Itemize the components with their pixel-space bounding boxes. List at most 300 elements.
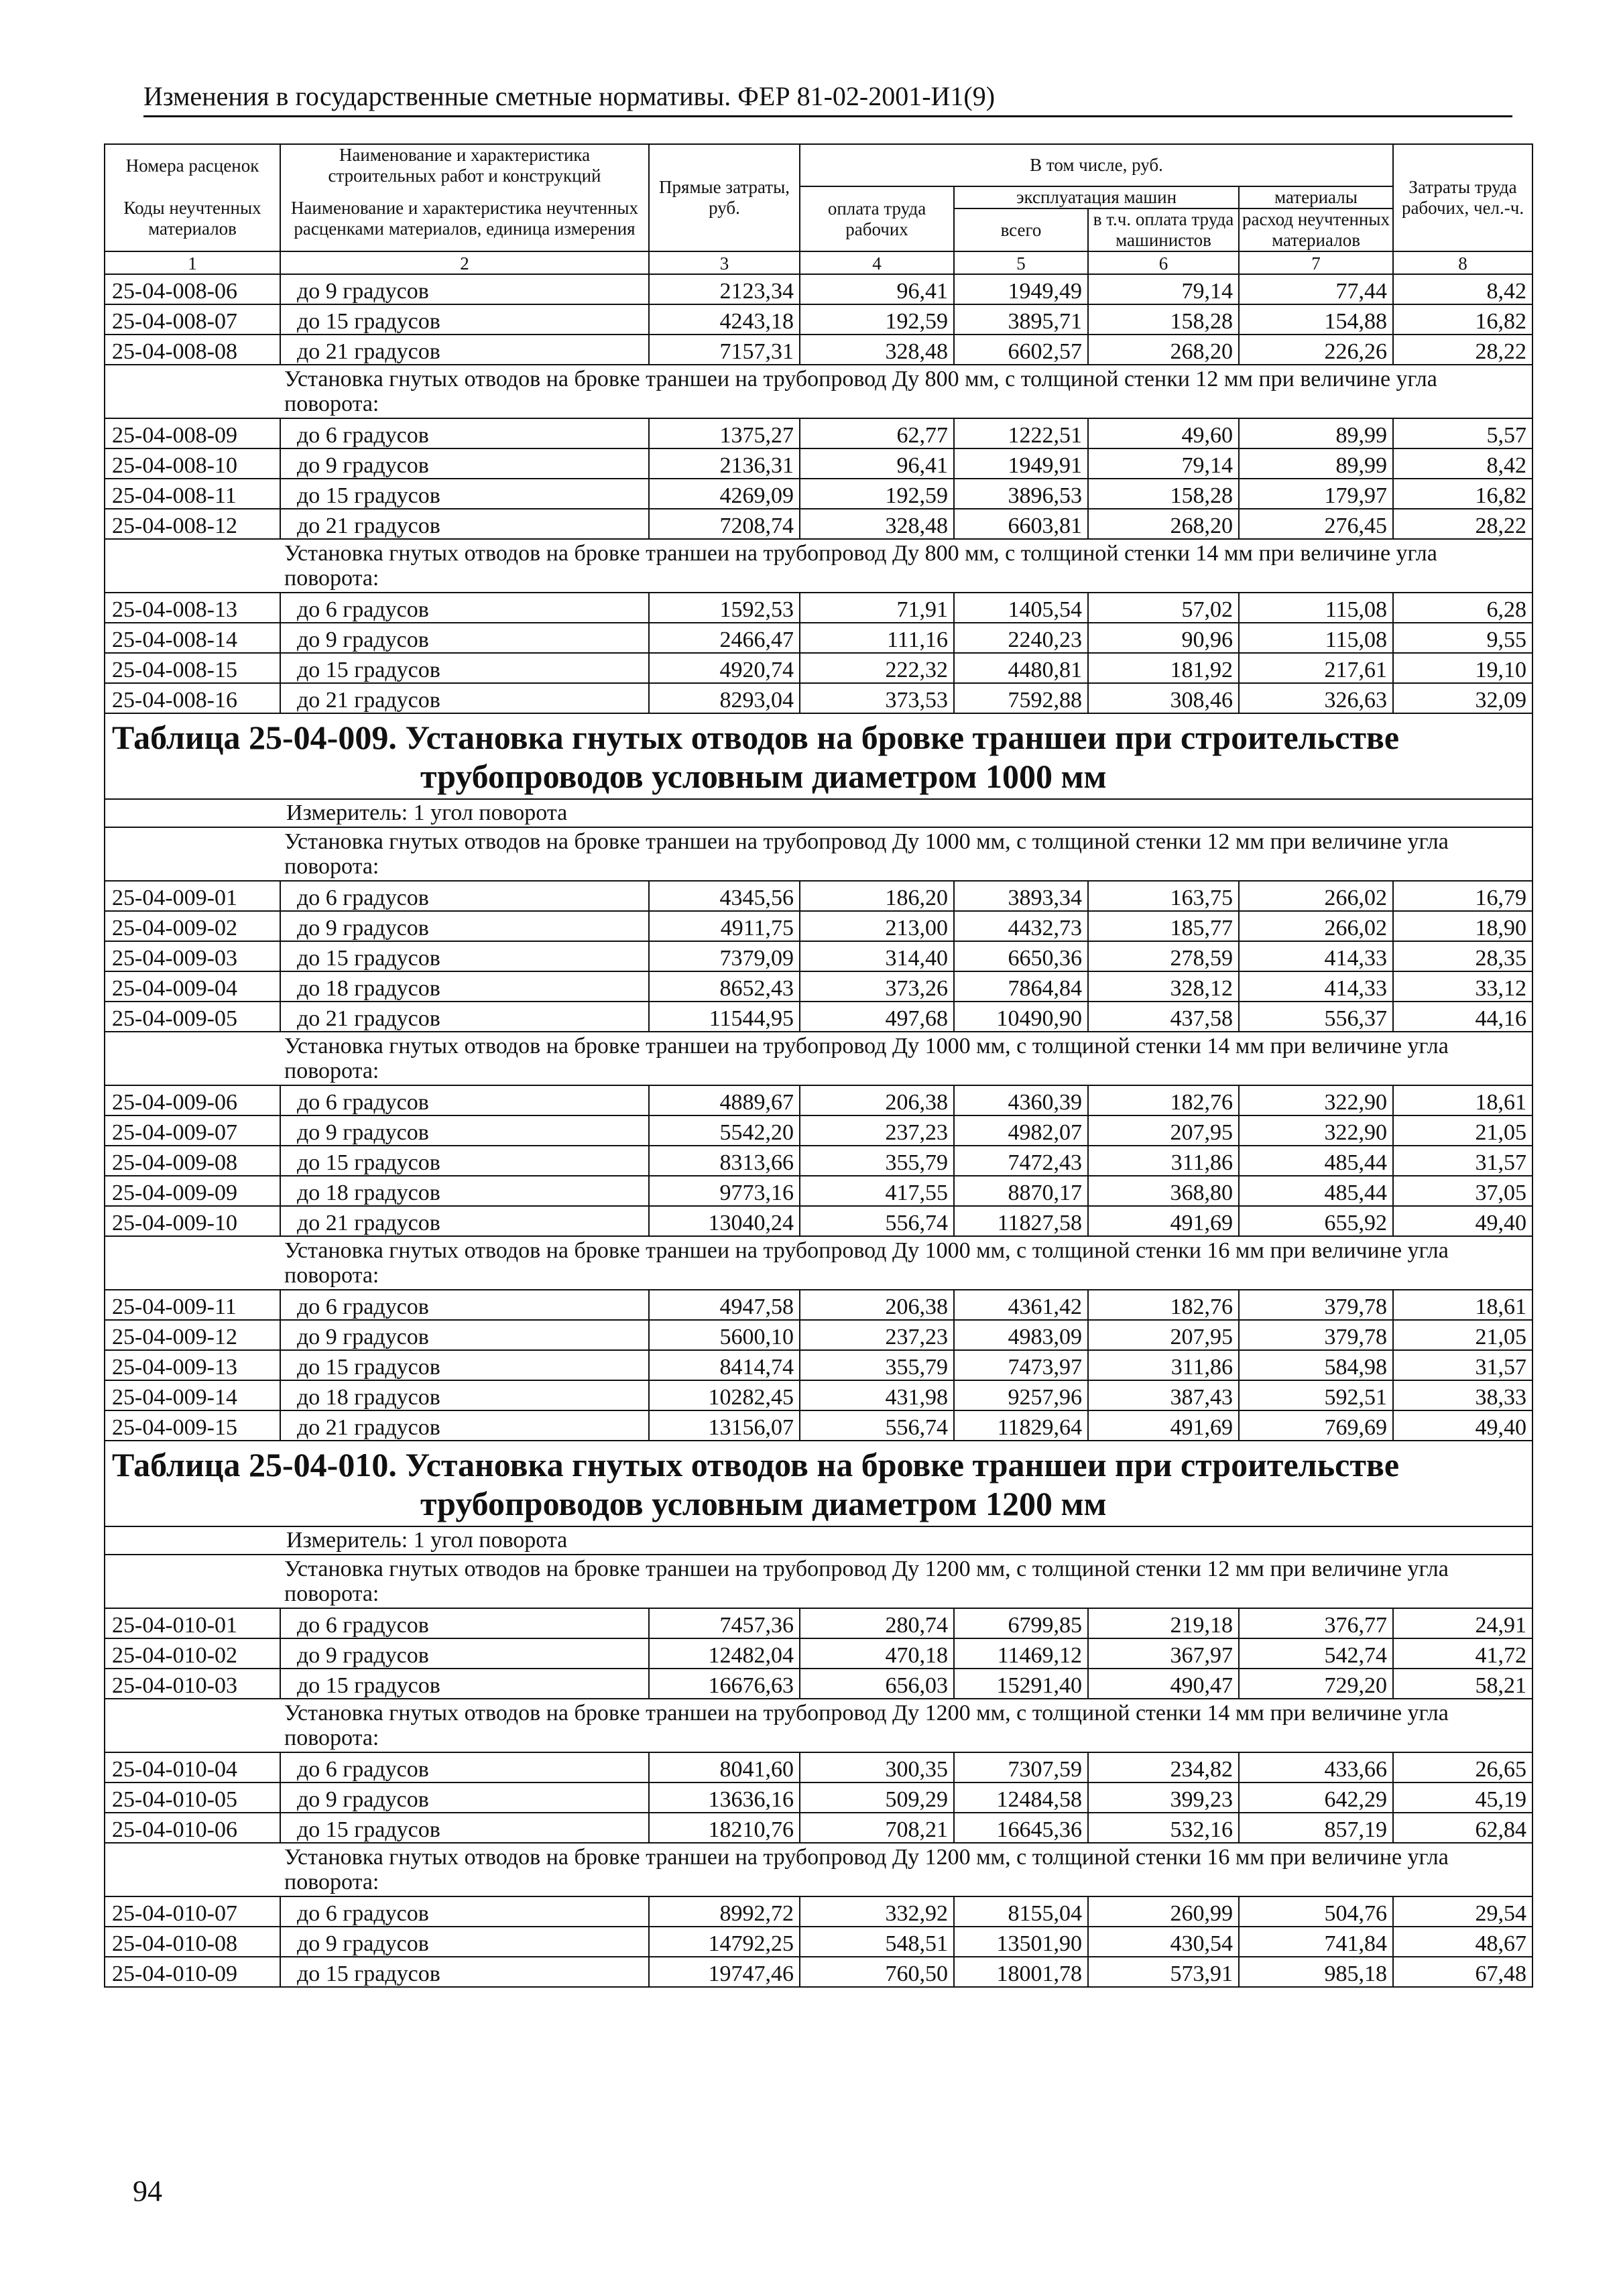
cell-operator-pay: 260,99 [1088, 1896, 1239, 1927]
table-header-row-1 [105, 144, 1532, 186]
cell-operator-pay: 79,14 [1088, 274, 1239, 304]
table-title-line-2: трубопроводов условным диаметром 1200 мм [420, 1485, 1107, 1522]
cell-machines-total: 6603,81 [954, 509, 1088, 539]
cell-machines-total: 7864,84 [954, 971, 1088, 1002]
cell-machines-total: 6602,57 [954, 335, 1088, 365]
cell-operator-pay: 387,43 [1088, 1380, 1239, 1410]
cell-material-consumption: 379,78 [1239, 1320, 1393, 1350]
col-header-materials: материалы [1239, 186, 1393, 208]
cell-machines-total: 4360,39 [954, 1085, 1088, 1115]
section-note-spacer [105, 1236, 280, 1290]
cell-work-name: до 15 градусов [280, 653, 649, 683]
cell-labor-costs: 58,21 [1393, 1669, 1532, 1699]
cell-machines-total: 7592,88 [954, 683, 1088, 713]
cell-labor-costs: 49,40 [1393, 1410, 1532, 1441]
table-row [105, 941, 1532, 971]
cell-machines-total: 16645,36 [954, 1813, 1088, 1843]
cell-worker-pay: 328,48 [800, 335, 954, 365]
table-row [105, 304, 1532, 335]
table-row [105, 335, 1532, 365]
meter-text: Измеритель: 1 угол поворота [105, 1526, 1532, 1555]
col-number: 4 [800, 251, 954, 274]
cell-direct-costs: 13636,16 [649, 1783, 800, 1813]
cell-operator-pay: 491,69 [1088, 1410, 1239, 1441]
section-note-spacer [105, 1555, 280, 1608]
cell-material-consumption: 414,33 [1239, 971, 1393, 1002]
table-row [105, 1896, 1532, 1927]
table-title [105, 1441, 1532, 1526]
table-title-line-1: Таблица 25-04-009. Установка гнутых отводов на бровке траншеи при строительстве [112, 719, 1400, 756]
cell-operator-pay: 278,59 [1088, 941, 1239, 971]
cell-labor-costs: 18,61 [1393, 1290, 1532, 1320]
cell-operator-pay: 57,02 [1088, 593, 1239, 623]
cell-operator-pay: 207,95 [1088, 1115, 1239, 1146]
cell-work-name: до 21 градусов [280, 683, 649, 713]
cell-material-consumption: 433,66 [1239, 1752, 1393, 1783]
cell-direct-costs: 4243,18 [649, 304, 800, 335]
col-header-including: В том числе, руб. [800, 144, 1393, 186]
col-header-labor-costs: Затраты труда рабочих, чел.-ч. [1393, 144, 1532, 251]
cell-machines-total: 15291,40 [954, 1669, 1088, 1699]
cell-work-name: до 9 градусов [280, 274, 649, 304]
cell-operator-pay: 532,16 [1088, 1813, 1239, 1843]
cell-rate-code: 25-04-009-04 [105, 971, 280, 1002]
cell-material-consumption: 276,45 [1239, 509, 1393, 539]
cell-material-consumption: 729,20 [1239, 1669, 1393, 1699]
cell-machines-total: 1949,49 [954, 274, 1088, 304]
cell-rate-code: 25-04-010-06 [105, 1813, 280, 1843]
table-title-line-1: Таблица 25-04-010. Установка гнутых отводов на бровке траншеи при строительстве [112, 1446, 1400, 1484]
cell-machines-total: 13501,90 [954, 1927, 1088, 1957]
cell-operator-pay: 90,96 [1088, 623, 1239, 653]
cell-rate-code: 25-04-010-05 [105, 1783, 280, 1813]
cell-work-name: до 15 градусов [280, 1813, 649, 1843]
cell-work-name: до 6 градусов [280, 1896, 649, 1927]
cell-work-name: до 6 градусов [280, 418, 649, 448]
cell-worker-pay: 509,29 [800, 1783, 954, 1813]
cell-worker-pay: 760,50 [800, 1957, 954, 1987]
col-number: 8 [1393, 251, 1532, 274]
section-note-spacer [105, 365, 280, 418]
cell-direct-costs: 13156,07 [649, 1410, 800, 1441]
cell-operator-pay: 430,54 [1088, 1927, 1239, 1957]
cell-machines-total: 3893,34 [954, 881, 1088, 911]
cell-worker-pay: 71,91 [800, 593, 954, 623]
cell-work-name: до 15 градусов [280, 1350, 649, 1380]
section-note: Установка гнутых отводов на бровке траншеи на трубопровод Ду 1000 мм, с толщиной стенки 16 мм при величине угла поворота: [280, 1236, 1532, 1290]
cell-operator-pay: 399,23 [1088, 1783, 1239, 1813]
cell-work-name: до 6 градусов [280, 593, 649, 623]
cell-material-consumption: 115,08 [1239, 623, 1393, 653]
cell-material-consumption: 77,44 [1239, 274, 1393, 304]
cell-labor-costs: 21,05 [1393, 1320, 1532, 1350]
cell-material-consumption: 542,74 [1239, 1638, 1393, 1669]
cell-work-name: до 6 градусов [280, 881, 649, 911]
cell-labor-costs: 33,12 [1393, 971, 1532, 1002]
table-row [105, 1176, 1532, 1206]
cell-labor-costs: 16,82 [1393, 479, 1532, 509]
cell-operator-pay: 311,86 [1088, 1146, 1239, 1176]
cell-labor-costs: 45,19 [1393, 1783, 1532, 1813]
cell-material-consumption: 217,61 [1239, 653, 1393, 683]
cell-work-name: до 15 градусов [280, 304, 649, 335]
section-note-row [105, 1236, 1532, 1290]
cell-labor-costs: 16,82 [1393, 304, 1532, 335]
cell-labor-costs: 28,22 [1393, 509, 1532, 539]
cell-machines-total: 4480,81 [954, 653, 1088, 683]
cell-rate-code: 25-04-008-10 [105, 448, 280, 479]
cell-direct-costs: 4889,67 [649, 1085, 800, 1115]
cell-operator-pay: 311,86 [1088, 1350, 1239, 1380]
cell-labor-costs: 9,55 [1393, 623, 1532, 653]
col-header-total: всего [954, 208, 1088, 251]
cell-direct-costs: 8414,74 [649, 1350, 800, 1380]
cell-work-name: до 21 градусов [280, 509, 649, 539]
cell-worker-pay: 556,74 [800, 1206, 954, 1236]
cell-labor-costs: 5,57 [1393, 418, 1532, 448]
cell-worker-pay: 656,03 [800, 1669, 954, 1699]
cell-rate-code: 25-04-009-07 [105, 1115, 280, 1146]
table-row [105, 1206, 1532, 1236]
cell-direct-costs: 2136,31 [649, 448, 800, 479]
cell-machines-total: 7307,59 [954, 1752, 1088, 1783]
section-note-row [105, 1843, 1532, 1896]
cell-worker-pay: 206,38 [800, 1290, 954, 1320]
rates-table [104, 143, 1533, 1988]
section-note: Установка гнутых отводов на бровке траншеи на трубопровод Ду 1200 мм, с толщиной стенки 14 мм при величине угла поворота: [280, 1699, 1532, 1752]
cell-labor-costs: 26,65 [1393, 1752, 1532, 1783]
cell-direct-costs: 5600,10 [649, 1320, 800, 1350]
cell-direct-costs: 14792,25 [649, 1927, 800, 1957]
cell-worker-pay: 355,79 [800, 1146, 954, 1176]
cell-rate-code: 25-04-009-15 [105, 1410, 280, 1441]
table-row [105, 1085, 1532, 1115]
cell-material-consumption: 266,02 [1239, 911, 1393, 941]
cell-labor-costs: 62,84 [1393, 1813, 1532, 1843]
table-title [105, 713, 1532, 799]
section-note-row [105, 827, 1532, 881]
cell-material-consumption: 414,33 [1239, 941, 1393, 971]
col-number: 6 [1088, 251, 1239, 274]
cell-direct-costs: 7457,36 [649, 1608, 800, 1638]
cell-rate-code: 25-04-010-04 [105, 1752, 280, 1783]
table-row [105, 1320, 1532, 1350]
col-number: 2 [280, 251, 649, 274]
section-note-spacer [105, 1843, 280, 1896]
cell-machines-total: 11469,12 [954, 1638, 1088, 1669]
table-row [105, 1957, 1532, 1987]
cell-operator-pay: 268,20 [1088, 335, 1239, 365]
cell-rate-code: 25-04-008-15 [105, 653, 280, 683]
cell-machines-total: 1405,54 [954, 593, 1088, 623]
table-row [105, 479, 1532, 509]
cell-worker-pay: 280,74 [800, 1608, 954, 1638]
cell-labor-costs: 8,42 [1393, 448, 1532, 479]
cell-material-consumption: 642,29 [1239, 1783, 1393, 1813]
cell-work-name: до 21 градусов [280, 1410, 649, 1441]
cell-machines-total: 7473,97 [954, 1350, 1088, 1380]
col-header-material-codes: Коды неучтенных материалов [105, 186, 280, 251]
cell-material-consumption: 322,90 [1239, 1085, 1393, 1115]
cell-work-name: до 21 градусов [280, 1206, 649, 1236]
cell-worker-pay: 206,38 [800, 1085, 954, 1115]
cell-rate-code: 25-04-009-01 [105, 881, 280, 911]
cell-worker-pay: 192,59 [800, 304, 954, 335]
cell-operator-pay: 368,80 [1088, 1176, 1239, 1206]
cell-work-name: до 9 градусов [280, 1783, 649, 1813]
cell-machines-total: 1949,91 [954, 448, 1088, 479]
cell-labor-costs: 31,57 [1393, 1350, 1532, 1380]
cell-work-name: до 6 градусов [280, 1085, 649, 1115]
cell-worker-pay: 314,40 [800, 941, 954, 971]
cell-labor-costs: 38,33 [1393, 1380, 1532, 1410]
cell-machines-total: 3896,53 [954, 479, 1088, 509]
cell-machines-total: 6799,85 [954, 1608, 1088, 1638]
cell-rate-code: 25-04-009-02 [105, 911, 280, 941]
cell-direct-costs: 7157,31 [649, 335, 800, 365]
cell-rate-code: 25-04-008-09 [105, 418, 280, 448]
col-number: 7 [1239, 251, 1393, 274]
cell-material-consumption: 379,78 [1239, 1290, 1393, 1320]
table-title-row [105, 713, 1532, 799]
cell-machines-total: 3895,71 [954, 304, 1088, 335]
cell-rate-code: 25-04-010-02 [105, 1638, 280, 1669]
section-note: Установка гнутых отводов на бровке траншеи на трубопровод Ду 800 мм, с толщиной стенки 14 мм при величине угла поворота: [280, 539, 1532, 593]
cell-material-consumption: 985,18 [1239, 1957, 1393, 1987]
cell-material-consumption: 376,77 [1239, 1608, 1393, 1638]
cell-worker-pay: 373,26 [800, 971, 954, 1002]
cell-worker-pay: 373,53 [800, 683, 954, 713]
cell-direct-costs: 8313,66 [649, 1146, 800, 1176]
cell-work-name: до 9 градусов [280, 1115, 649, 1146]
cell-rate-code: 25-04-010-08 [105, 1927, 280, 1957]
cell-operator-pay: 79,14 [1088, 448, 1239, 479]
table-row [105, 1608, 1532, 1638]
cell-worker-pay: 556,74 [800, 1410, 954, 1441]
cell-machines-total: 8870,17 [954, 1176, 1088, 1206]
col-header-material-name: Наименование и характеристика неучтенных расценками материалов, единица измерения [280, 186, 649, 251]
section-note-row [105, 365, 1532, 418]
cell-labor-costs: 16,79 [1393, 881, 1532, 911]
section-note: Установка гнутых отводов на бровке траншеи на трубопровод Ду 800 мм, с толщиной стенки 12 мм при величине угла поворота: [280, 365, 1532, 418]
section-note: Установка гнутых отводов на бровке траншеи на трубопровод Ду 1200 мм, с толщиной стенки 16 мм при величине угла поворота: [280, 1843, 1532, 1896]
cell-worker-pay: 111,16 [800, 623, 954, 653]
cell-direct-costs: 11544,95 [649, 1002, 800, 1032]
cell-worker-pay: 96,41 [800, 448, 954, 479]
cell-material-consumption: 857,19 [1239, 1813, 1393, 1843]
col-number: 3 [649, 251, 800, 274]
cell-direct-costs: 8041,60 [649, 1752, 800, 1783]
cell-worker-pay: 431,98 [800, 1380, 954, 1410]
cell-material-consumption: 226,26 [1239, 335, 1393, 365]
table-row [105, 653, 1532, 683]
table-row [105, 448, 1532, 479]
cell-rate-code: 25-04-008-07 [105, 304, 280, 335]
section-note-spacer [105, 539, 280, 593]
cell-rate-code: 25-04-009-03 [105, 941, 280, 971]
cell-material-consumption: 741,84 [1239, 1927, 1393, 1957]
cell-work-name: до 9 градусов [280, 448, 649, 479]
cell-worker-pay: 355,79 [800, 1350, 954, 1380]
cell-direct-costs: 2466,47 [649, 623, 800, 653]
cell-rate-code: 25-04-009-12 [105, 1320, 280, 1350]
table-row [105, 1752, 1532, 1783]
cell-material-consumption: 485,44 [1239, 1146, 1393, 1176]
col-number: 1 [105, 251, 280, 274]
cell-work-name: до 15 градусов [280, 1146, 649, 1176]
running-header: Изменения в государственные сметные нормативы. ФЕР 81-02-2001-И1(9) [143, 80, 1512, 117]
cell-labor-costs: 67,48 [1393, 1957, 1532, 1987]
cell-worker-pay: 300,35 [800, 1752, 954, 1783]
cell-material-consumption: 154,88 [1239, 304, 1393, 335]
table-row [105, 1380, 1532, 1410]
cell-operator-pay: 207,95 [1088, 1320, 1239, 1350]
section-note-row [105, 1555, 1532, 1608]
cell-operator-pay: 367,97 [1088, 1638, 1239, 1669]
cell-worker-pay: 237,23 [800, 1115, 954, 1146]
cell-direct-costs: 7379,09 [649, 941, 800, 971]
cell-labor-costs: 29,54 [1393, 1896, 1532, 1927]
col-header-material-consumption: расход неучтенных материалов [1239, 208, 1393, 251]
cell-machines-total: 4361,42 [954, 1290, 1088, 1320]
table-row [105, 683, 1532, 713]
section-note-row [105, 1032, 1532, 1085]
cell-direct-costs: 2123,34 [649, 274, 800, 304]
cell-work-name: до 9 градусов [280, 911, 649, 941]
cell-direct-costs: 10282,45 [649, 1380, 800, 1410]
cell-direct-costs: 4911,75 [649, 911, 800, 941]
cell-operator-pay: 490,47 [1088, 1669, 1239, 1699]
cell-rate-code: 25-04-008-06 [105, 274, 280, 304]
cell-rate-code: 25-04-008-12 [105, 509, 280, 539]
table-row [105, 1410, 1532, 1441]
cell-operator-pay: 185,77 [1088, 911, 1239, 941]
cell-worker-pay: 708,21 [800, 1813, 954, 1843]
cell-labor-costs: 28,22 [1393, 335, 1532, 365]
cell-operator-pay: 234,82 [1088, 1752, 1239, 1783]
table-row [105, 911, 1532, 941]
table-row [105, 593, 1532, 623]
cell-rate-code: 25-04-009-11 [105, 1290, 280, 1320]
cell-operator-pay: 219,18 [1088, 1608, 1239, 1638]
cell-direct-costs: 4269,09 [649, 479, 800, 509]
cell-worker-pay: 222,32 [800, 653, 954, 683]
column-numbers-row [105, 251, 1532, 274]
table-row [105, 1350, 1532, 1380]
cell-worker-pay: 328,48 [800, 509, 954, 539]
cell-operator-pay: 491,69 [1088, 1206, 1239, 1236]
cell-direct-costs: 4920,74 [649, 653, 800, 683]
cell-labor-costs: 44,16 [1393, 1002, 1532, 1032]
meter-row [105, 1526, 1532, 1555]
cell-direct-costs: 5542,20 [649, 1115, 800, 1146]
table-row [105, 881, 1532, 911]
cell-machines-total: 4983,09 [954, 1320, 1088, 1350]
cell-labor-costs: 31,57 [1393, 1146, 1532, 1176]
table-row [105, 623, 1532, 653]
cell-operator-pay: 182,76 [1088, 1290, 1239, 1320]
col-header-operator-pay: в т.ч. оплата труда машинистов [1088, 208, 1239, 251]
cell-work-name: до 9 градусов [280, 1638, 649, 1669]
cell-machines-total: 7472,43 [954, 1146, 1088, 1176]
cell-material-consumption: 115,08 [1239, 593, 1393, 623]
section-note: Установка гнутых отводов на бровке траншеи на трубопровод Ду 1200 мм, с толщиной стенки 12 мм при величине угла поворота: [280, 1555, 1532, 1608]
cell-rate-code: 25-04-008-13 [105, 593, 280, 623]
section-note: Установка гнутых отводов на бровке траншеи на трубопровод Ду 1000 мм, с толщиной стенки 14 мм при величине угла поворота: [280, 1032, 1532, 1085]
cell-rate-code: 25-04-010-01 [105, 1608, 280, 1638]
cell-machines-total: 11827,58 [954, 1206, 1088, 1236]
section-note-row [105, 1699, 1532, 1752]
table-row [105, 1927, 1532, 1957]
cell-operator-pay: 573,91 [1088, 1957, 1239, 1987]
cell-work-name: до 9 градусов [280, 1320, 649, 1350]
cell-work-name: до 6 градусов [280, 1752, 649, 1783]
table-title-row [105, 1441, 1532, 1526]
cell-work-name: до 15 градусов [280, 941, 649, 971]
section-note-spacer [105, 1032, 280, 1085]
cell-material-consumption: 179,97 [1239, 479, 1393, 509]
cell-work-name: до 9 градусов [280, 623, 649, 653]
cell-rate-code: 25-04-009-13 [105, 1350, 280, 1380]
cell-rate-code: 25-04-008-16 [105, 683, 280, 713]
cell-direct-costs: 8293,04 [649, 683, 800, 713]
cell-rate-code: 25-04-009-09 [105, 1176, 280, 1206]
table-row [105, 1002, 1532, 1032]
cell-direct-costs: 8992,72 [649, 1896, 800, 1927]
cell-machines-total: 9257,96 [954, 1380, 1088, 1410]
table-row [105, 1813, 1532, 1843]
cell-worker-pay: 548,51 [800, 1927, 954, 1957]
cell-worker-pay: 62,77 [800, 418, 954, 448]
cell-worker-pay: 96,41 [800, 274, 954, 304]
cell-machines-total: 2240,23 [954, 623, 1088, 653]
table-row [105, 418, 1532, 448]
col-number: 5 [954, 251, 1088, 274]
cell-rate-code: 25-04-010-03 [105, 1669, 280, 1699]
section-note: Установка гнутых отводов на бровке траншеи на трубопровод Ду 1000 мм, с толщиной стенки 12 мм при величине угла поворота: [280, 827, 1532, 881]
cell-material-consumption: 326,63 [1239, 683, 1393, 713]
cell-worker-pay: 237,23 [800, 1320, 954, 1350]
col-header-direct-costs: Прямые затраты, руб. [649, 144, 800, 251]
cell-machines-total: 12484,58 [954, 1783, 1088, 1813]
cell-rate-code: 25-04-009-06 [105, 1085, 280, 1115]
cell-rate-code: 25-04-009-05 [105, 1002, 280, 1032]
cell-labor-costs: 21,05 [1393, 1115, 1532, 1146]
cell-labor-costs: 32,09 [1393, 683, 1532, 713]
table-row [105, 1638, 1532, 1669]
cell-labor-costs: 6,28 [1393, 593, 1532, 623]
meter-row [105, 799, 1532, 827]
cell-direct-costs: 8652,43 [649, 971, 800, 1002]
cell-operator-pay: 158,28 [1088, 304, 1239, 335]
table-title-line-2: трубопроводов условным диаметром 1000 мм [420, 758, 1107, 795]
cell-work-name: до 21 градусов [280, 335, 649, 365]
cell-labor-costs: 18,61 [1393, 1085, 1532, 1115]
cell-material-consumption: 89,99 [1239, 418, 1393, 448]
cell-labor-costs: 48,67 [1393, 1927, 1532, 1957]
cell-operator-pay: 158,28 [1088, 479, 1239, 509]
cell-worker-pay: 497,68 [800, 1002, 954, 1032]
table-row [105, 1290, 1532, 1320]
table-row [105, 971, 1532, 1002]
table-row [105, 1115, 1532, 1146]
cell-direct-costs: 19747,46 [649, 1957, 800, 1987]
cell-material-consumption: 89,99 [1239, 448, 1393, 479]
cell-worker-pay: 213,00 [800, 911, 954, 941]
cell-material-consumption: 655,92 [1239, 1206, 1393, 1236]
section-note-row [105, 539, 1532, 593]
cell-direct-costs: 18210,76 [649, 1813, 800, 1843]
